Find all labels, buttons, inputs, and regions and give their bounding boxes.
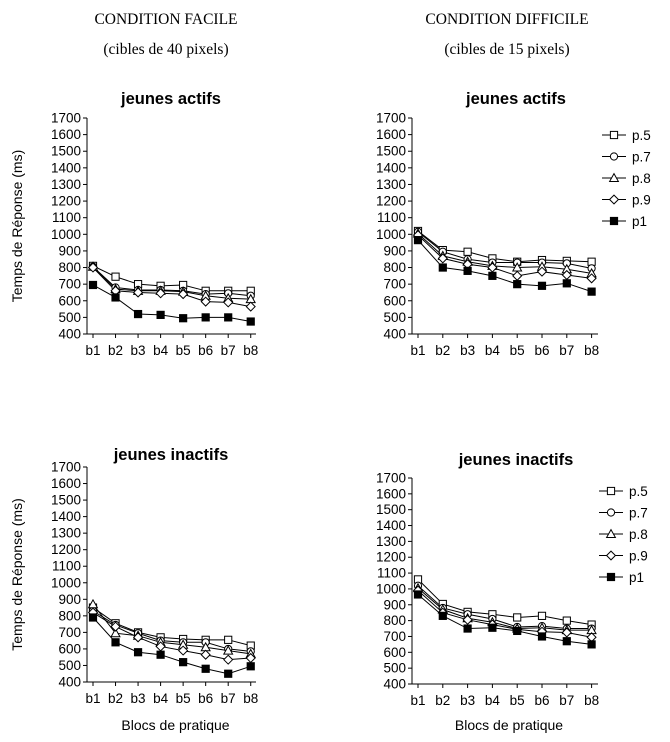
legend-label: p.8 (632, 171, 651, 186)
data-point-p9 (513, 271, 522, 280)
x-tick-label: b8 (243, 691, 259, 706)
x-tick-label: b1 (410, 343, 426, 358)
data-point-p1 (489, 624, 496, 631)
legend-label: p.5 (629, 484, 648, 499)
data-point-p1 (134, 649, 141, 656)
y-tick-label: 800 (58, 608, 81, 624)
x-tick-label: b4 (484, 693, 500, 708)
y-tick-label: 500 (58, 309, 81, 325)
y-tick-label: 1200 (375, 193, 406, 209)
x-tick-label: b2 (435, 343, 451, 358)
x-tick-label: b8 (243, 343, 259, 358)
x-tick-label: b3 (460, 343, 476, 358)
x-tick-label: b7 (559, 693, 575, 708)
data-point-p1 (225, 670, 232, 677)
data-point-p1 (588, 288, 595, 295)
data-point-p1 (588, 641, 595, 648)
x-axis-label: Blocs de pratique (454, 717, 564, 733)
data-point-p1 (89, 281, 96, 288)
y-tick-label: 1300 (375, 533, 406, 549)
data-point-p1 (514, 627, 521, 634)
x-tick-label: b5 (175, 691, 191, 706)
x-tick-label: b1 (410, 693, 426, 708)
y-tick-label: 1300 (375, 176, 406, 192)
y-tick-label: 900 (383, 243, 406, 259)
data-point-p1 (464, 267, 471, 274)
y-tick-label: 1100 (51, 210, 81, 226)
data-point-p1 (464, 625, 471, 632)
legend-label: p1 (632, 214, 648, 229)
y-tick-label: 1000 (50, 575, 81, 591)
y-tick-label: 800 (383, 260, 406, 276)
data-point-p9 (246, 302, 255, 311)
data-point-p1 (439, 612, 446, 619)
data-point-p1 (489, 272, 496, 279)
x-tick-label: b6 (198, 691, 214, 706)
x-tick-label: b2 (108, 343, 124, 358)
data-point-p1 (414, 591, 421, 598)
chart-title: jeunes actifs (121, 90, 221, 108)
y-tick-label: 1600 (50, 476, 81, 492)
y-tick-label: 1100 (51, 558, 81, 574)
data-point-p1 (112, 639, 119, 646)
x-tick-label: b7 (559, 343, 575, 358)
x-tick-label: b5 (175, 343, 191, 358)
chart-legend (602, 128, 651, 229)
y-tick-label: 1600 (50, 127, 81, 143)
x-tick-label: b6 (534, 343, 550, 358)
y-tick-label: 1000 (50, 226, 81, 242)
legend-marker-p5 (610, 131, 617, 138)
y-tick-label: 1500 (50, 492, 81, 508)
y-tick-label: 1400 (50, 509, 81, 525)
y-tick-label: 1300 (50, 525, 81, 541)
y-tick-label: 600 (58, 293, 81, 309)
right-condition-subtitle: (cibles de 15 pixels) (444, 41, 570, 58)
y-axis-label: Temps de Réponse (ms) (9, 149, 25, 303)
x-tick-label: b2 (435, 693, 451, 708)
y-tick-label: 1100 (376, 565, 406, 581)
data-point-p1 (247, 318, 254, 325)
x-tick-label: b7 (220, 691, 236, 706)
left-condition-subtitle: (cibles de 40 pixels) (103, 41, 229, 58)
x-tick-label: b5 (509, 693, 525, 708)
y-tick-label: 1500 (375, 143, 406, 159)
data-point-p1 (563, 280, 570, 287)
chart-panel-1 (9, 90, 258, 358)
x-tick-label: b1 (85, 343, 101, 358)
legend-label: p.9 (632, 192, 651, 208)
x-tick-label: b2 (108, 691, 124, 706)
legend-label: p.9 (629, 548, 648, 564)
legend-marker-p5 (607, 487, 614, 494)
legend-label: p.7 (629, 505, 648, 521)
x-tick-label: b4 (153, 343, 169, 358)
y-tick-label: 1000 (375, 581, 406, 597)
y-tick-label: 1200 (50, 542, 81, 558)
chart-title: jeunes inactifs (113, 446, 229, 464)
y-axis-label: Temps de Réponse (ms) (9, 498, 25, 651)
legend-marker-p1 (607, 573, 614, 580)
legend-label: p.7 (632, 149, 651, 165)
data-point-p1 (563, 638, 570, 645)
y-tick-label: 900 (58, 243, 81, 259)
data-point-p1 (134, 310, 141, 317)
x-tick-label: b1 (85, 691, 101, 706)
y-tick-label: 1600 (375, 127, 406, 143)
x-tick-label: b3 (130, 691, 146, 706)
y-tick-label: 1500 (375, 502, 406, 518)
y-tick-label: 500 (383, 309, 406, 325)
data-point-p1 (180, 315, 187, 322)
x-tick-label: b4 (153, 691, 169, 706)
y-tick-label: 700 (383, 628, 406, 644)
data-point-p5 (112, 273, 119, 280)
y-tick-label: 1200 (50, 193, 81, 209)
x-tick-label: b4 (484, 343, 500, 358)
data-point-p5 (588, 258, 595, 265)
y-tick-label: 700 (58, 624, 81, 640)
y-tick-label: 400 (383, 676, 406, 692)
x-tick-label: b3 (130, 343, 146, 358)
legend-marker-p9 (607, 551, 616, 560)
data-point-p1 (202, 314, 209, 321)
data-point-p1 (89, 614, 96, 621)
y-tick-label: 900 (58, 591, 81, 607)
x-tick-label: b6 (534, 693, 550, 708)
legend-marker-p7 (610, 153, 617, 160)
y-tick-label: 1600 (375, 486, 406, 502)
y-tick-label: 900 (383, 597, 406, 613)
x-tick-label: b6 (198, 343, 214, 358)
data-point-p1 (157, 651, 164, 658)
y-tick-label: 1700 (375, 110, 406, 126)
y-tick-label: 1000 (375, 226, 406, 242)
x-tick-label: b7 (220, 343, 236, 358)
data-point-p1 (202, 665, 209, 672)
data-point-p1 (538, 633, 545, 640)
right-condition-title: CONDITION DIFFICILE (425, 11, 589, 28)
data-point-p1 (225, 314, 232, 321)
chart-title: jeunes inactifs (458, 451, 574, 469)
data-point-p5 (464, 248, 471, 255)
data-point-p1 (112, 294, 119, 301)
x-tick-label: b8 (584, 693, 600, 708)
y-tick-label: 1400 (50, 160, 81, 176)
legend-marker-p9 (610, 195, 619, 204)
chart-panel-2 (376, 90, 651, 358)
chart-legend (599, 484, 648, 585)
y-tick-label: 700 (383, 276, 406, 292)
chart-panel-4 (376, 451, 648, 733)
legend-label: p.8 (629, 527, 648, 542)
y-tick-label: 700 (58, 276, 81, 292)
y-tick-label: 1300 (50, 176, 81, 192)
y-tick-label: 1400 (375, 160, 406, 176)
y-tick-label: 1200 (375, 549, 406, 565)
y-tick-label: 1700 (50, 110, 81, 126)
chart-panel-3 (9, 446, 258, 733)
y-tick-label: 400 (58, 326, 81, 342)
data-point-p5 (538, 612, 545, 619)
x-tick-label: b8 (584, 343, 600, 358)
data-point-p1 (514, 281, 521, 288)
data-point-p5 (563, 617, 570, 624)
x-axis-label: Blocs de pratique (121, 717, 230, 733)
y-tick-label: 800 (383, 613, 406, 629)
y-tick-label: 400 (58, 674, 81, 690)
data-point-p1 (247, 663, 254, 670)
legend-marker-p1 (610, 217, 617, 224)
y-tick-label: 800 (58, 260, 81, 276)
data-point-p9 (201, 650, 210, 659)
y-tick-label: 500 (383, 660, 406, 676)
legend-label: p.5 (632, 128, 651, 143)
y-tick-label: 600 (58, 641, 81, 657)
data-point-p1 (414, 237, 421, 244)
data-point-p9 (224, 655, 233, 664)
y-tick-label: 600 (383, 644, 406, 660)
data-point-p5 (514, 614, 521, 621)
y-tick-label: 600 (383, 293, 406, 309)
chart-title: jeunes actifs (466, 90, 566, 108)
y-tick-label: 1700 (50, 459, 81, 475)
x-tick-label: b3 (460, 693, 476, 708)
y-tick-label: 400 (383, 326, 406, 342)
y-tick-label: 1100 (376, 210, 406, 226)
legend-marker-p7 (607, 509, 614, 516)
data-point-p1 (180, 659, 187, 666)
y-tick-label: 1500 (50, 143, 81, 159)
left-condition-title: CONDITION FACILE (94, 11, 238, 28)
data-point-p1 (439, 264, 446, 271)
legend-label: p1 (629, 570, 645, 585)
y-tick-label: 500 (58, 657, 81, 673)
x-tick-label: b5 (509, 343, 525, 358)
data-point-p5 (225, 636, 232, 643)
data-point-p1 (538, 282, 545, 289)
y-tick-label: 1700 (375, 470, 406, 486)
data-point-p1 (157, 311, 164, 318)
y-tick-label: 1400 (375, 518, 406, 534)
